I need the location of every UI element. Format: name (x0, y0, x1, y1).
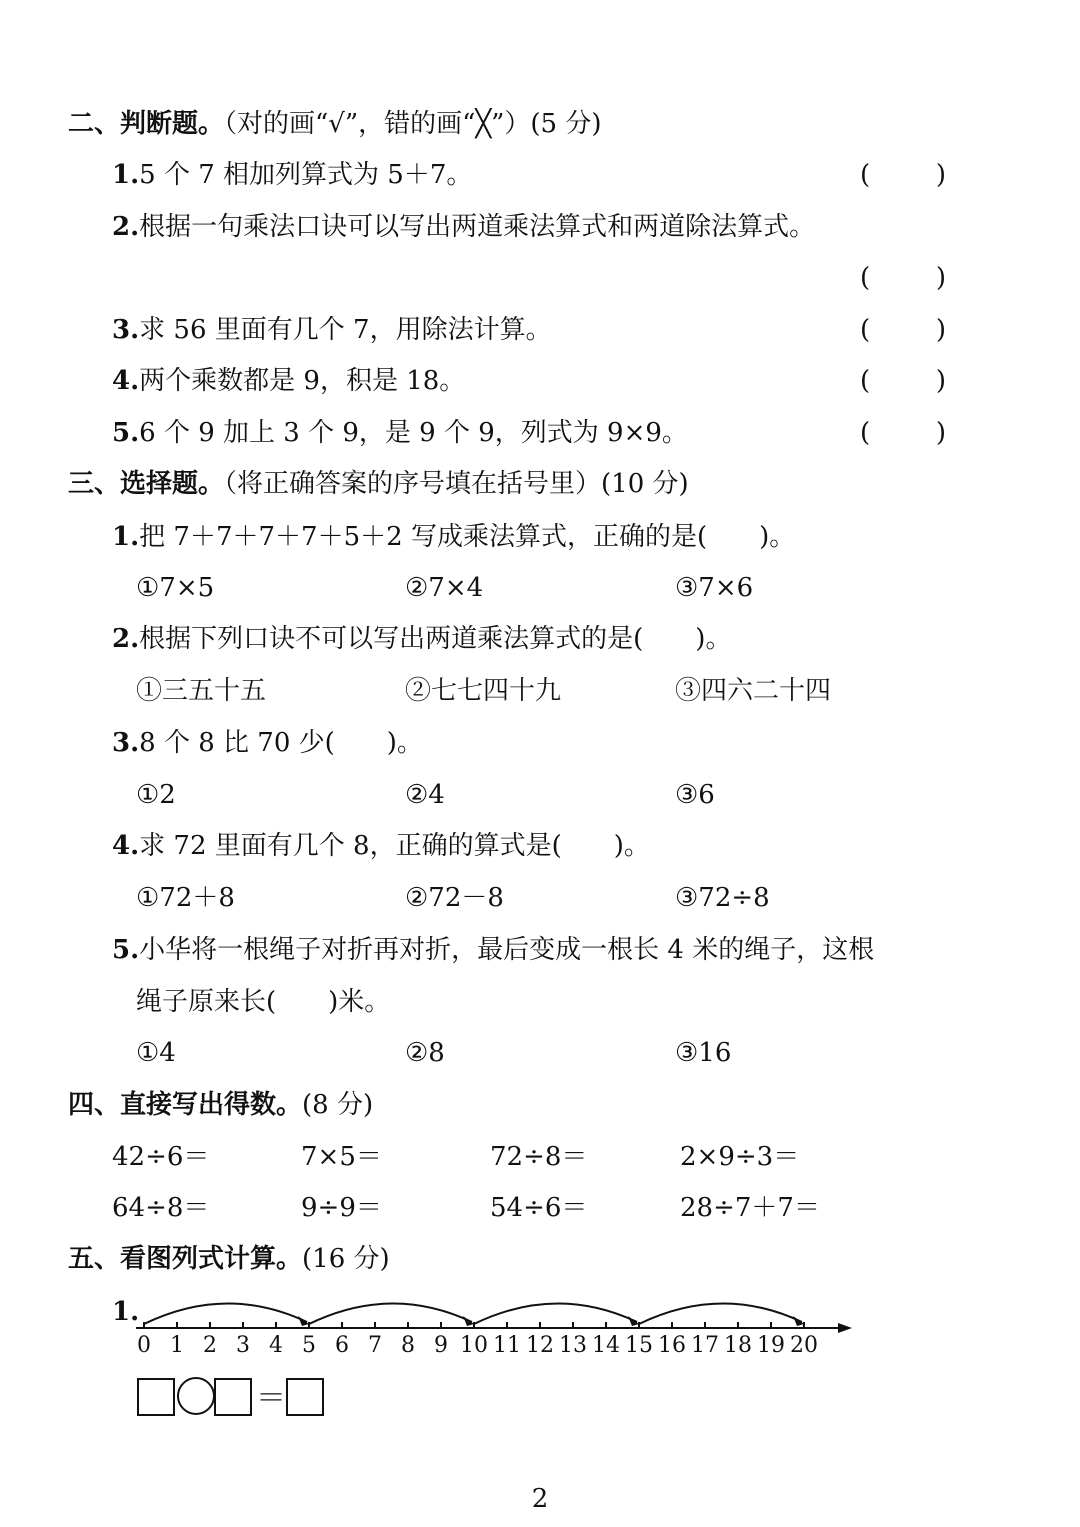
section3-heading (68, 464, 689, 504)
number-line-label: 19 (757, 1333, 785, 1358)
page-number: 2 (531, 1484, 549, 1514)
calc-r2-c2[interactable]: 9÷9＝ (301, 1193, 382, 1223)
choice-1-option-1[interactable]: ①7×5 (136, 573, 215, 603)
choice-2-option-1[interactable]: ①三五十五 (136, 676, 267, 706)
number-line-label: 20 (790, 1333, 818, 1358)
choice-4-option-3[interactable]: ③72÷8 (675, 883, 770, 913)
jump-arrowhead (628, 1316, 639, 1326)
choice-5-option-2[interactable]: ②8 (405, 1038, 445, 1068)
choice-item-4: 4.求 72 里面有几个 8，正确的算式是( )。 (112, 831, 650, 861)
section4-instruction: (8 分) (302, 1090, 374, 1120)
number-line-label: 1 (170, 1333, 184, 1358)
calc-r2-c4[interactable]: 28÷7＋7＝ (680, 1193, 820, 1223)
calc-r1-c2[interactable]: 7×5＝ (301, 1142, 382, 1172)
number-line (130, 1288, 860, 1368)
picture-item-1-number: 1. (112, 1297, 140, 1327)
choice-1-option-3[interactable]: ③7×6 (675, 573, 754, 603)
number-line-label: 7 (368, 1333, 382, 1358)
jump-arrowhead (793, 1316, 804, 1326)
equals-sign: ＝ (256, 1381, 286, 1416)
number-line-label: 2 (203, 1333, 217, 1358)
number-line-label: 17 (691, 1333, 719, 1358)
choice-item-1: 1.把 7＋7＋7＋7＋5＋2 写成乘法算式，正确的是( )。 (112, 522, 796, 552)
section5-instruction: (16 分) (302, 1244, 390, 1274)
jump-arc (144, 1303, 307, 1324)
choice-3-option-3[interactable]: ③6 (675, 780, 715, 810)
section3-title: 三、选择题。 (68, 469, 225, 499)
choice-item-2: 2.根据下列口诀不可以写出两道乘法算式的是( )。 (112, 624, 732, 654)
judge-item-1: 1.5 个 7 相加列算式为 5＋7。 (112, 160, 473, 190)
section5-title: 五、看图列式计算。 (68, 1244, 303, 1274)
number-line-label: 0 (137, 1333, 151, 1358)
section2-title: 二、判断题。 (68, 109, 225, 139)
judge-item-2: 2.根据一句乘法口诀可以写出两道乘法算式和两道除法算式。 (112, 212, 816, 242)
number-line-label: 18 (724, 1333, 752, 1358)
calc-r1-c1[interactable]: 42÷6＝ (112, 1142, 210, 1172)
choice-3-option-1[interactable]: ①2 (136, 780, 176, 810)
number-line-label: 10 (460, 1333, 488, 1358)
choice-item-5-continued: 绳子原来长( )米。 (136, 987, 391, 1017)
number-line-label: 15 (625, 1333, 653, 1358)
jump-arc (639, 1303, 802, 1324)
choice-4-option-1[interactable]: ①72＋8 (136, 883, 235, 913)
number-line-label: 4 (269, 1333, 283, 1358)
number-line-label: 6 (335, 1333, 349, 1358)
jump-arc (474, 1303, 637, 1324)
answer-box-1[interactable] (137, 1378, 175, 1416)
jump-arc (309, 1303, 472, 1324)
judge-item-3: 3.求 56 里面有几个 7，用除法计算。 (112, 315, 552, 345)
jump-arrowhead (298, 1316, 309, 1326)
judge-item-5: 5.6 个 9 加上 3 个 9，是 9 个 9，列式为 9×9。 (112, 418, 688, 448)
number-line-label: 11 (493, 1333, 521, 1358)
judge-item-4: 4.两个乘数都是 9，积是 18。 (112, 366, 466, 396)
choice-5-option-3[interactable]: ③16 (675, 1038, 732, 1068)
choice-2-option-2[interactable]: ②七七四十九 (405, 676, 562, 706)
section2-heading (68, 104, 602, 144)
answer-box-2[interactable] (214, 1378, 252, 1416)
choice-item-3: 3.8 个 8 比 70 少( )。 (112, 728, 423, 758)
choice-4-option-2[interactable]: ②72－8 (405, 883, 504, 913)
number-line-label: 13 (559, 1333, 587, 1358)
choice-2-option-3[interactable]: ③四六二十四 (675, 676, 832, 706)
section3-instruction: （将正确答案的序号填在括号里）(10 分) (224, 469, 689, 499)
calc-r2-c3[interactable]: 54÷6＝ (490, 1193, 588, 1223)
choice-5-option-1[interactable]: ①4 (136, 1038, 176, 1068)
jump-arrowhead (463, 1316, 474, 1326)
choice-1-option-2[interactable]: ②7×4 (405, 573, 484, 603)
operator-circle[interactable] (177, 1377, 215, 1415)
section4-heading (68, 1085, 373, 1125)
number-line-label: 12 (526, 1333, 554, 1358)
number-line-label: 3 (236, 1333, 250, 1358)
calc-r1-c3[interactable]: 72÷8＝ (490, 1142, 588, 1172)
choice-item-5: 5.小华将一根绳子对折再对折，最后变成一根长 4 米的绳子，这根 (112, 935, 875, 965)
number-line-label: 16 (658, 1333, 686, 1358)
section5-heading (68, 1239, 390, 1279)
calc-r2-c1[interactable]: 64÷8＝ (112, 1193, 210, 1223)
section2-instruction: （对的画“√”，错的画“╳”）(5 分) (224, 109, 602, 139)
answer-box-3[interactable] (286, 1378, 324, 1416)
calc-r1-c4[interactable]: 2×9÷3＝ (680, 1142, 800, 1172)
number-line-label: 8 (401, 1333, 415, 1358)
number-line-label: 14 (592, 1333, 620, 1358)
choice-3-option-2[interactable]: ②4 (405, 780, 445, 810)
section4-title: 四、直接写出得数。 (68, 1090, 303, 1120)
number-line-arrowhead (838, 1323, 852, 1333)
number-line-label: 5 (302, 1333, 316, 1358)
number-line-label: 9 (434, 1333, 448, 1358)
